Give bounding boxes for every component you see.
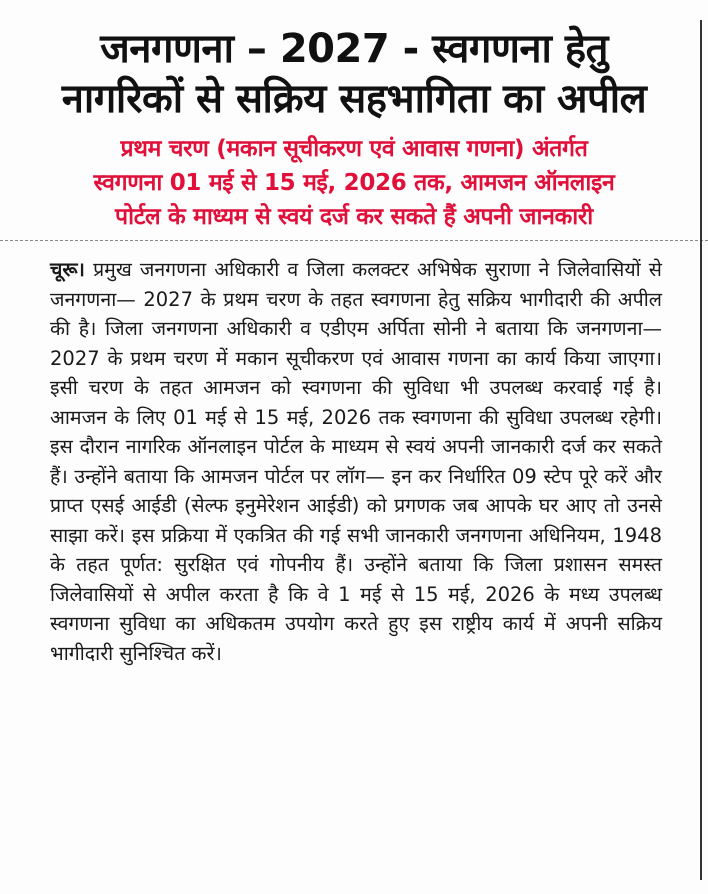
- subheadline-line-1: प्रथम चरण (मकान सूचीकरण एवं आवास गणना) अंतर्गत: [120, 136, 588, 162]
- subheadline-line-3: पोर्टल के माध्यम से स्वयं दर्ज कर सकते हैं अपनी जानकारी: [115, 204, 593, 230]
- headline-line-2: नागरिकों से सक्रिय सहभागिता का अपील: [61, 76, 647, 122]
- article-text: प्रमुख जनगणना अधिकारी व जिला कलक्टर अभिषेक सुराणा ने जिलेवासियों से जनगणना— 2027 के प्रथम चरण के तहत स्वगणना हेतु सक्रिय भागीदारी की अपील की है। जिला जनगणना अधिकारी व एडीएम अर्पिता सोनी ने बताया कि जनगणना— 2027 के प्रथम चरण में मकान सूचीकरण एवं आवास गणना का कार्य किया जाएगा। इसी चरण के तहत आमजन को स्वगणना की सुविधा भी उपलब्ध करवाई गई है। आमजन के लिए 01 मई से 15 मई, 2026 तक स्वगणना की सुविधा उपलब्ध रहेगी। इस दौरान नागरिक ऑनलाइन पोर्टल के माध्यम से स्वयं अपनी जानकारी दर्ज कर सकते हैं। उन्होंने बताया कि आमजन पोर्टल पर लॉग— इन कर निर्धारित 09 स्टेप पूरे करें और प्राप्त एसई आईडी (सेल्फ इनुमेरेशन आईडी) को प्रगणक जब आपके घर आए तो उनसे साझा करें। इस प्रक्रिया में एकत्रित की गई सभी जानकारी जनगणना अधिनियम, 1948 के तहत पूर्णत: सुरक्षित एवं गोपनीय हैं। उन्होंने बताया कि जिला प्रशासन समस्त जिलेवासियों से अपील करता है कि वे 1 मई से 15 मई, 2026 के मध्य उपलब्ध स्वगणना सुविधा का अधिकतम उपयोग करते हुए इस राष्ट्रीय कार्य में अपनी सक्रिय भागीदारी सुनिश्चित करें।: [50, 258, 662, 665]
- article-body: [0, 241, 708, 668]
- dateline: चूरू।: [50, 258, 85, 281]
- next-headline-cut-edge: [190, 888, 630, 894]
- headline: [0, 0, 708, 124]
- subheadline-line-2: स्वगणना 01 मई से 15 मई, 2026 तक, आमजन ऑनलाइन: [93, 170, 615, 196]
- subheadline: [0, 132, 708, 234]
- column-rule: [700, 20, 702, 880]
- headline-line-1: जनगणना – 2027 - स्वगणना हेतु: [100, 26, 608, 72]
